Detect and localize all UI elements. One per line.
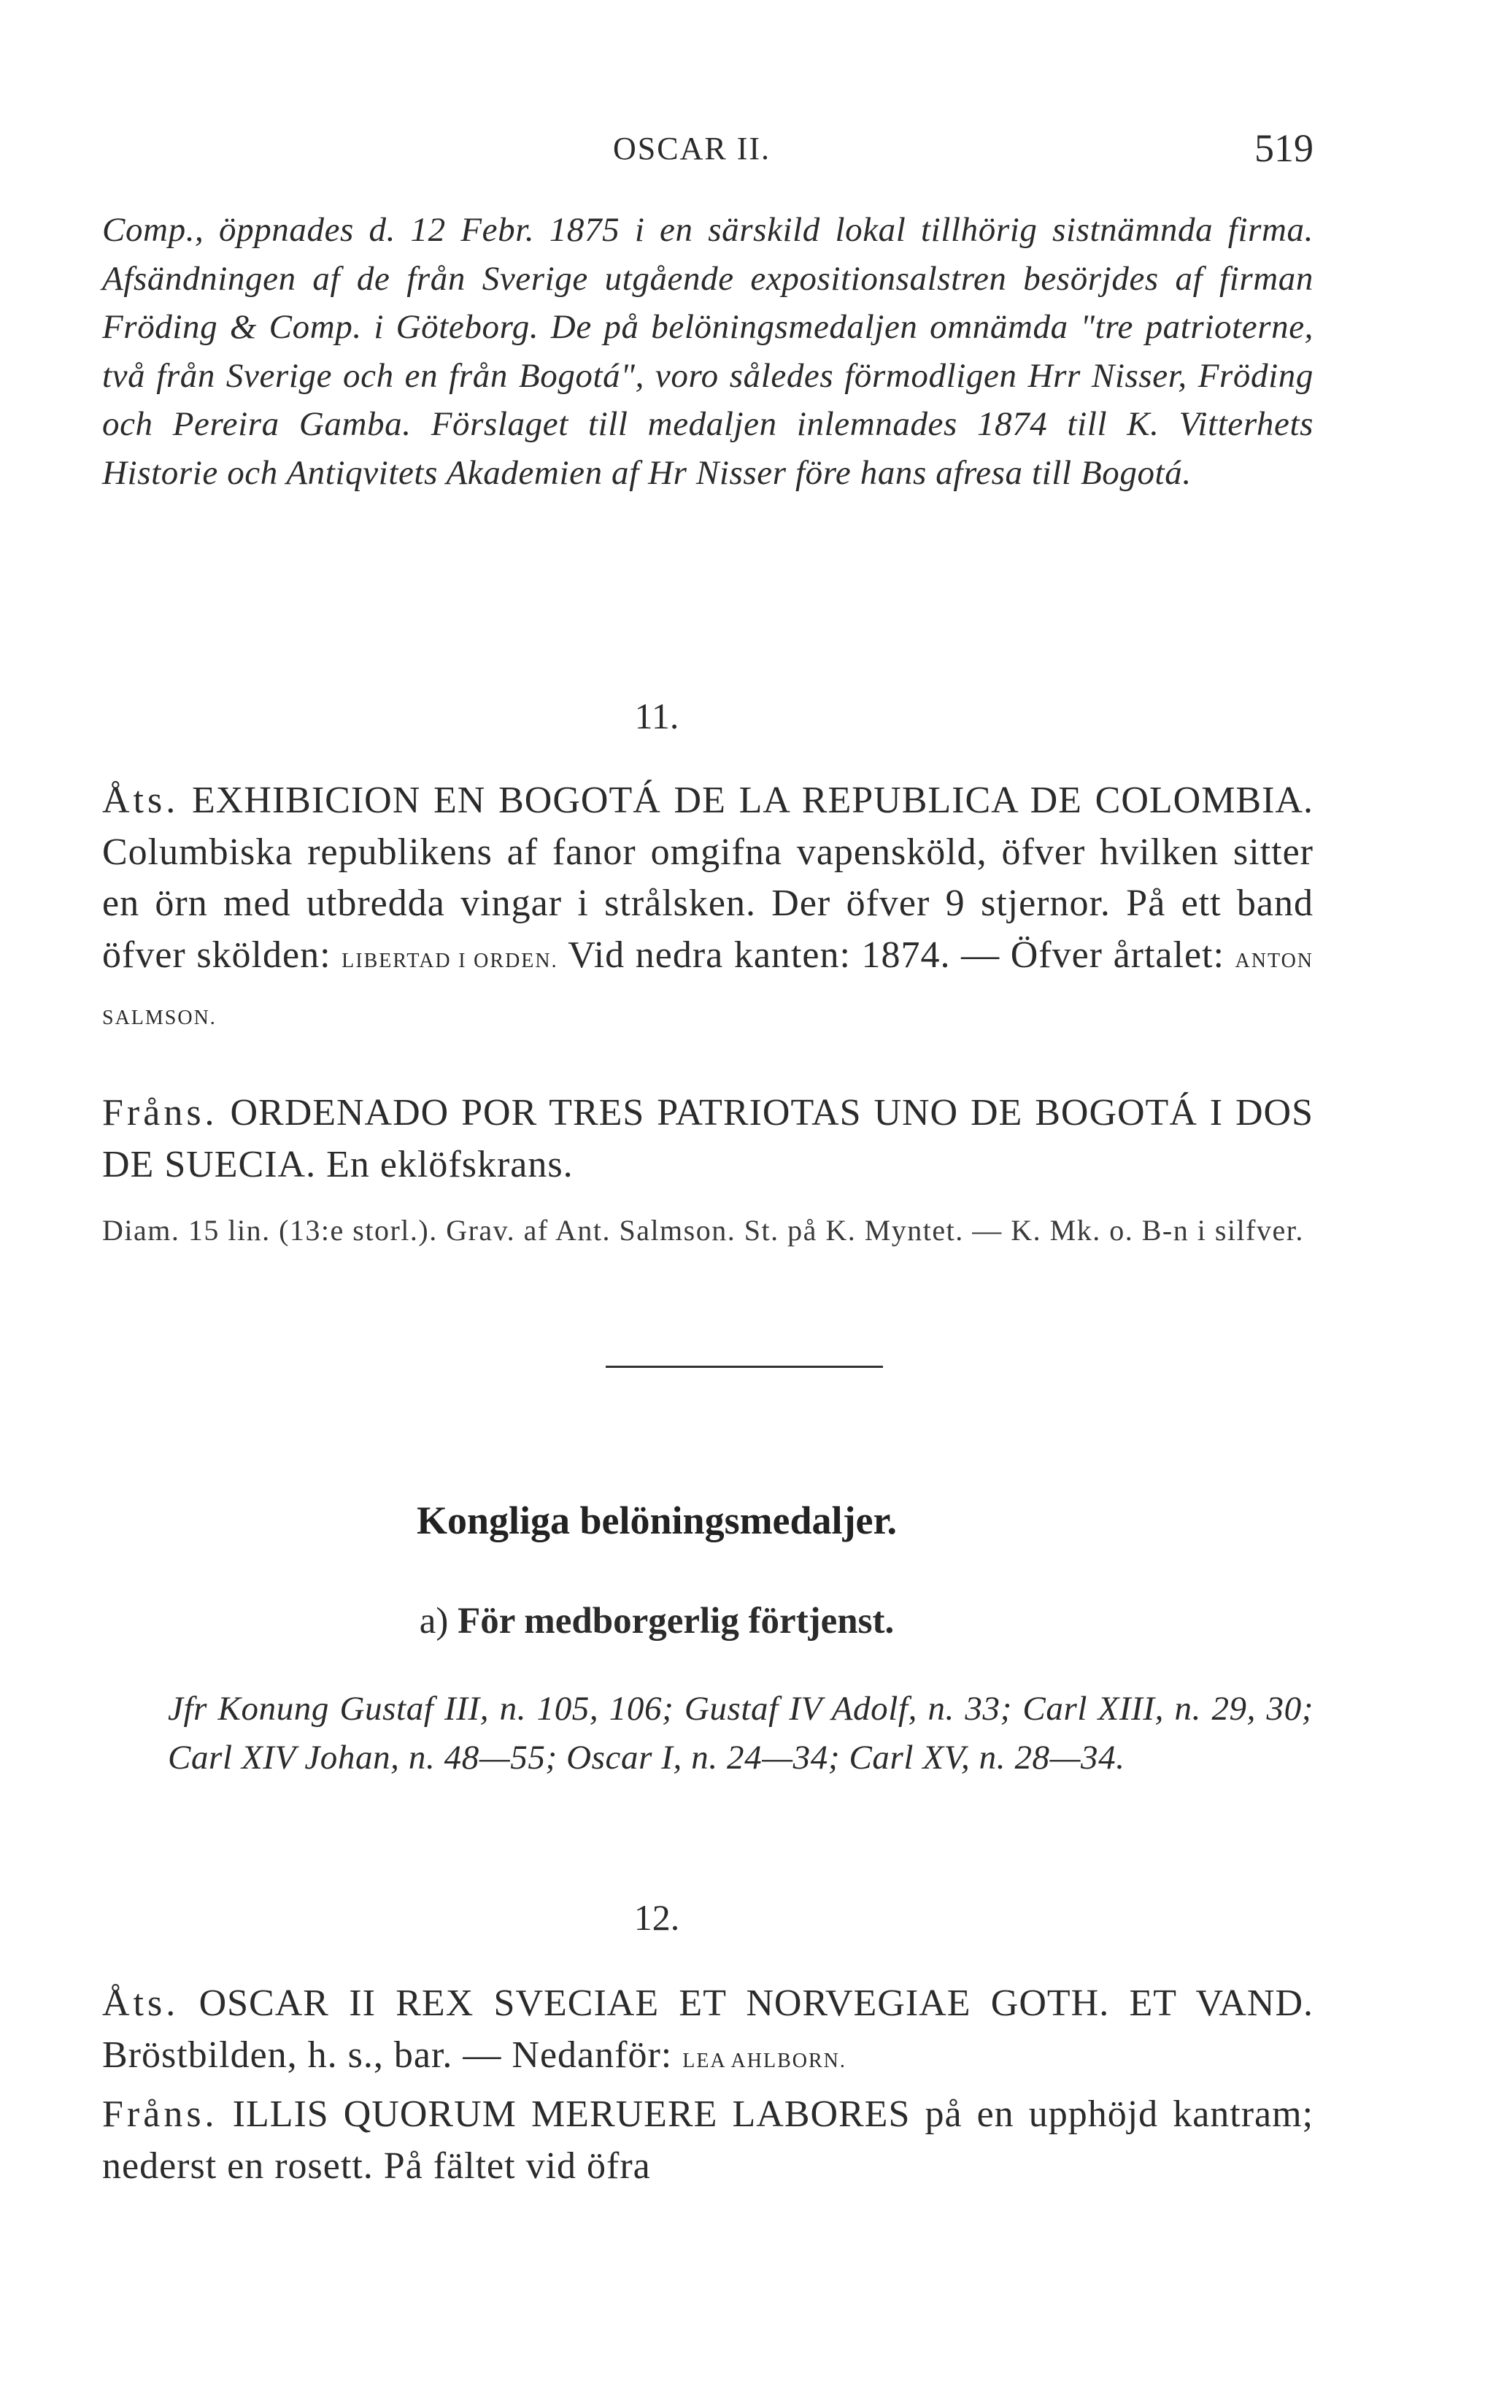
reverse-description: på en upphöjd kantram; nederst en rosett. På fältet vid öfra xyxy=(102,2093,1314,2187)
entry-11-obverse xyxy=(102,775,1314,1045)
entry-12-obverse xyxy=(102,1978,1314,2087)
cross-reference: Jfr Konung Gustaf III, n. 105, 106; Gustaf IV Adolf, n. 33; Carl XIII, n. 29, 30; Carl XIV Johan, n. 48—55; Oscar I, n. 24—34; Carl XV, n. 28—34. xyxy=(168,1690,1314,1777)
section-heading: Kongliga belöningsmedaljer. xyxy=(416,1499,898,1542)
running-header xyxy=(102,126,1314,174)
reverse-legend: ILLIS QUORUM MERUERE LABORES xyxy=(232,2093,911,2135)
obverse-legend: EXHIBICION EN BOGOTÁ DE LA REPUBLICA DE COLOMBIA. xyxy=(192,780,1314,821)
obverse-inscription: LEA AHLBORN. xyxy=(682,2049,846,2072)
entry-11-reverse xyxy=(102,1088,1314,1190)
entry-number-11: 11. xyxy=(634,696,679,736)
section-divider xyxy=(606,1366,883,1368)
reverse-label: Fråns. xyxy=(102,1092,218,1134)
obverse-inscription: LIBERTAD I ORDEN. xyxy=(342,949,558,972)
obverse-legend: OSCAR II REX SVECIAE ET NORVEGIAE GOTH. ET VAND. xyxy=(198,1982,1314,2024)
running-title: OSCAR II. xyxy=(613,131,771,166)
intro-paragraph: Comp., öppnades d. 12 Febr. 1875 i en särskild lokal tillhörig sistnämnda firma. Afsändningen af de från Sverige utgående expositionsalstren besörjdes af firman Fröding & Comp. i Göteborg. De på belöningsmedaljen omnämda "tre patrioterne, två från Sverige och en från Bogotá", voro således förmodligen Hrr Nisser, Fröding och Pereira Gamba. Förslaget till medaljen inlemnades 1874 till K. Vitterhets Historie och Antiqvitets Akademien af Hr Nisser före hans afresa till Bogotá. xyxy=(102,211,1314,492)
obverse-label: Åts. xyxy=(102,780,180,821)
obverse-label: Åts. xyxy=(102,1982,180,2024)
sub-heading-prefix: a) xyxy=(419,1601,449,1642)
obverse-description: Bröstbilden, h. s., bar. — Nedanför: xyxy=(102,2034,673,2076)
reverse-legend: ORDENADO POR TRES PATRIOTAS UNO DE BOGOTÁ I DOS DE SUECIA. xyxy=(102,1092,1314,1185)
page-number: 519 xyxy=(1254,126,1314,170)
entry-number-12: 12. xyxy=(633,1897,680,1938)
engraver-signature: ANTON SALMSON. xyxy=(102,949,1314,1029)
reverse-label: Fråns. xyxy=(102,2093,218,2135)
sub-heading-text: För medborgerlig förtjenst. xyxy=(458,1601,895,1642)
obverse-description-2: Vid nedra kanten: 1874. — Öfver årtalet: xyxy=(568,934,1224,976)
sub-heading xyxy=(0,1600,1314,1642)
obverse-description: Columbiska republikens af fanor omgifna vapensköld, öfver hvilken sitter en örn med utbredda vingar i strålsken. Der öfver 9 stjernor. På ett band öfver skölden: xyxy=(102,831,1314,976)
entry-12-reverse xyxy=(102,2089,1314,2192)
entry-11-details: Diam. 15 lin. (13:e storl.). Grav. af Ant. Salmson. St. på K. Myntet. — K. Mk. o. B-n i silfver. xyxy=(102,1214,1304,1247)
reverse-description: En eklöfskrans. xyxy=(326,1143,574,1185)
